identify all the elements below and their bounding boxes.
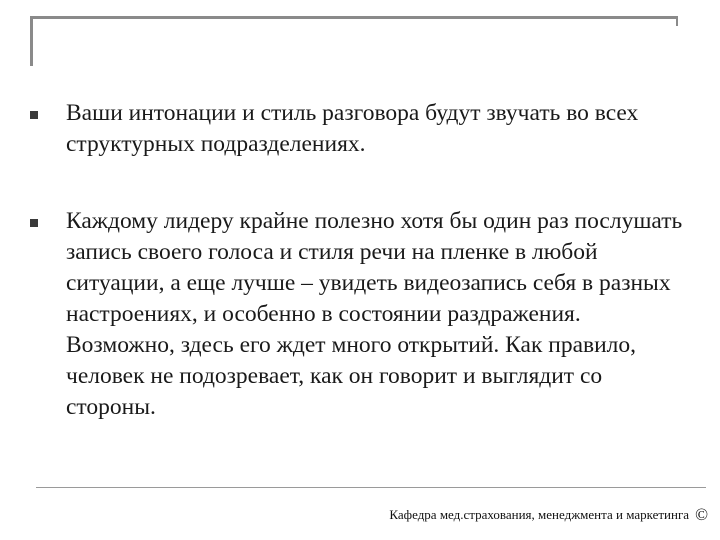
slide-frame-right-tick	[676, 16, 678, 26]
footer	[389, 504, 708, 524]
slide-frame-left-line	[30, 16, 33, 66]
bullet-list	[30, 98, 690, 469]
copyright-symbol: ©	[695, 505, 708, 524]
square-bullet-icon	[30, 219, 38, 227]
bullet-item	[30, 98, 690, 160]
slide-frame-top-line	[30, 16, 678, 19]
bullet-text: Ваши интонации и стиль разговора будут звучать во всех структурных подразделениях.	[66, 100, 639, 157]
bullet-text: Каждому лидеру крайне полезно хотя бы один раз послушать запись своего голоса и стиля речи на пленке в любой ситуации, а еще лучше – увидеть видеозапись себя в разных настроениях, и особенно в состоянии раздражения. Возможно, здесь его ждет много открытий. Как правило, человек не подозревает, как он говорит и выглядит со стороны.	[66, 208, 683, 420]
footer-text: Кафедра мед.страхования, менеджмента и маркетинга	[389, 507, 690, 522]
footer-divider	[36, 487, 706, 488]
square-bullet-icon	[30, 111, 38, 119]
bullet-item	[30, 206, 690, 423]
